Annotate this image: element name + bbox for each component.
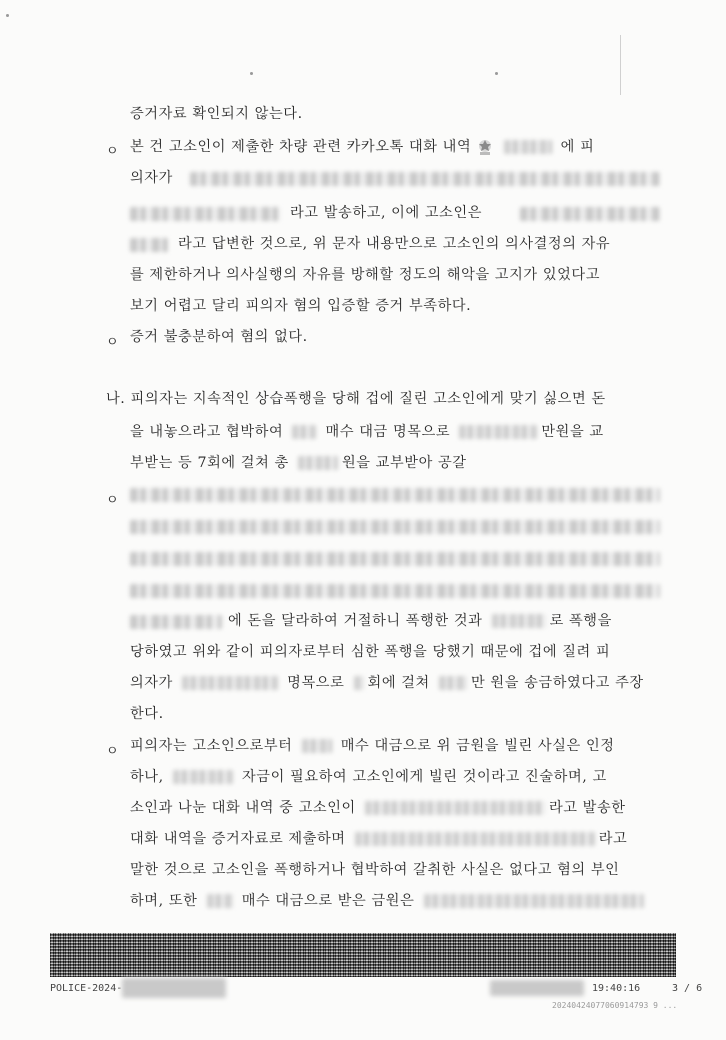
redaction [122, 978, 226, 998]
text-line: 당하였고 위와 같이 피의자로부터 심한 폭행을 당했기 때문에 겁에 질려 피 [130, 644, 611, 660]
text-segment: 원을 교부받아 공갈 [341, 455, 467, 471]
text-line: 보기 어렵고 달리 피의자 혐의 입증할 증거 부족하다. [130, 298, 472, 314]
text-segment: 만원을 교 [541, 424, 604, 440]
bullet: ㅇ [106, 744, 119, 759]
text-line [130, 767, 607, 787]
scan-speck [250, 72, 253, 75]
text-segment: 부받는 등 7회에 걸쳐 총 [130, 455, 289, 471]
text-segment: 명목으로 [287, 675, 345, 691]
text-line: 증거자료 확인되지 않는다. [130, 106, 303, 122]
redaction [302, 739, 332, 753]
text-segment: 만 원을 송금하였다고 주장 [471, 675, 644, 691]
redaction [130, 238, 168, 252]
redaction [298, 456, 338, 470]
redaction [292, 425, 316, 439]
redaction [182, 676, 278, 690]
redaction [355, 832, 595, 846]
redaction [504, 140, 552, 154]
redaction [424, 894, 644, 908]
text-segment: 라고 발송하고, 이에 고소인은 [290, 205, 483, 221]
redaction [130, 552, 660, 566]
text-segment: 회에 걸쳐 [367, 675, 430, 691]
redaction [130, 207, 280, 221]
redaction [130, 488, 660, 502]
police-seal-icon [476, 138, 494, 156]
text-line [290, 203, 482, 223]
text-line [130, 736, 615, 756]
text-line [130, 453, 467, 473]
text-line [130, 168, 173, 188]
text-line [130, 798, 626, 818]
text-segment: 매수 대금 명목으로 [325, 424, 451, 440]
redaction [207, 894, 233, 908]
text-segment: 라고 [598, 831, 628, 847]
text-line [178, 234, 610, 254]
section-heading-line: 나. 피의자는 지속적인 상습폭행을 당해 겁에 질린 고소인에게 맞기 싫으면 돈 [106, 391, 606, 407]
text-segment: 하나, [130, 769, 164, 785]
bullet: ㅇ [106, 493, 119, 508]
security-pattern-band [50, 933, 676, 977]
text-line: 한다. [130, 706, 164, 722]
redaction [354, 676, 364, 690]
text-segment: 매수 대금으로 위 금원을 빌린 사실은 인정 [340, 738, 615, 754]
text-segment: 로 폭행을 [549, 613, 612, 629]
text-segment: 피의자는 고소인으로부터 [130, 738, 293, 754]
text-segment: 매수 대금으로 받은 금원은 [241, 893, 415, 909]
text-segment: 라고 답변한 것으로, 위 문자 내용만으로 고소인의 의사결정의 자유 [178, 236, 611, 252]
text-segment: 라고 발송한 [548, 800, 626, 816]
text-line [228, 611, 612, 631]
text-segment: 소인과 나눈 대화 내역 중 고소인이 [130, 800, 356, 816]
document-id-prefix: POLICE-2024- [50, 983, 123, 994]
scan-speck [6, 14, 9, 17]
page-number: 3 / 6 [672, 983, 703, 994]
text-segment: 을 내놓으라고 협박하여 [130, 424, 284, 440]
text-line: 말한 것으로 고소인을 폭행하거나 협박하여 갈취한 사실은 없다고 혐의 부인 [130, 862, 620, 878]
text-segment: 자금이 필요하여 고소인에게 빌린 것이라고 진술하며, 고 [241, 769, 607, 785]
text-line [130, 137, 594, 157]
text-line: 를 제한하거나 의사실행의 자유를 방해할 정도의 해악을 고지가 있었다고 [130, 267, 601, 283]
redaction [365, 801, 545, 815]
text-segment: 의자가 [130, 675, 173, 691]
text-segment: 의자가 [130, 170, 173, 186]
redaction [190, 172, 660, 186]
text-segment: 에 피 [560, 139, 595, 155]
redaction [439, 676, 467, 690]
redaction [130, 584, 660, 598]
serial-number: 20240424077060914793 9 ... [552, 1001, 678, 1010]
scan-speck [495, 72, 498, 75]
scan-edge-line [620, 35, 621, 95]
text-segment: 하며, 또한 [130, 893, 198, 909]
redaction [130, 520, 660, 534]
redaction [490, 980, 584, 996]
redaction [173, 770, 233, 784]
bullet: ㅇ [106, 144, 119, 159]
bullet: ㅇ [106, 335, 119, 350]
text-line: 증거 불충분하여 혐의 없다. [130, 329, 308, 345]
text-line [130, 829, 627, 849]
redaction [520, 207, 660, 221]
redaction [492, 614, 546, 628]
text-line [130, 673, 644, 693]
text-segment: 본 건 고소인이 제출한 차량 관련 카카오톡 대화 내역 [130, 139, 472, 155]
text-segment: 대화 내역을 증거자료로 제출하며 [130, 831, 346, 847]
redaction [459, 425, 537, 439]
redaction [130, 615, 222, 629]
print-time: 19:40:16 [592, 983, 641, 994]
text-line [130, 891, 648, 911]
text-line [130, 422, 604, 442]
text-segment: 에 돈을 달라하여 거절하니 폭행한 것과 [228, 613, 483, 629]
